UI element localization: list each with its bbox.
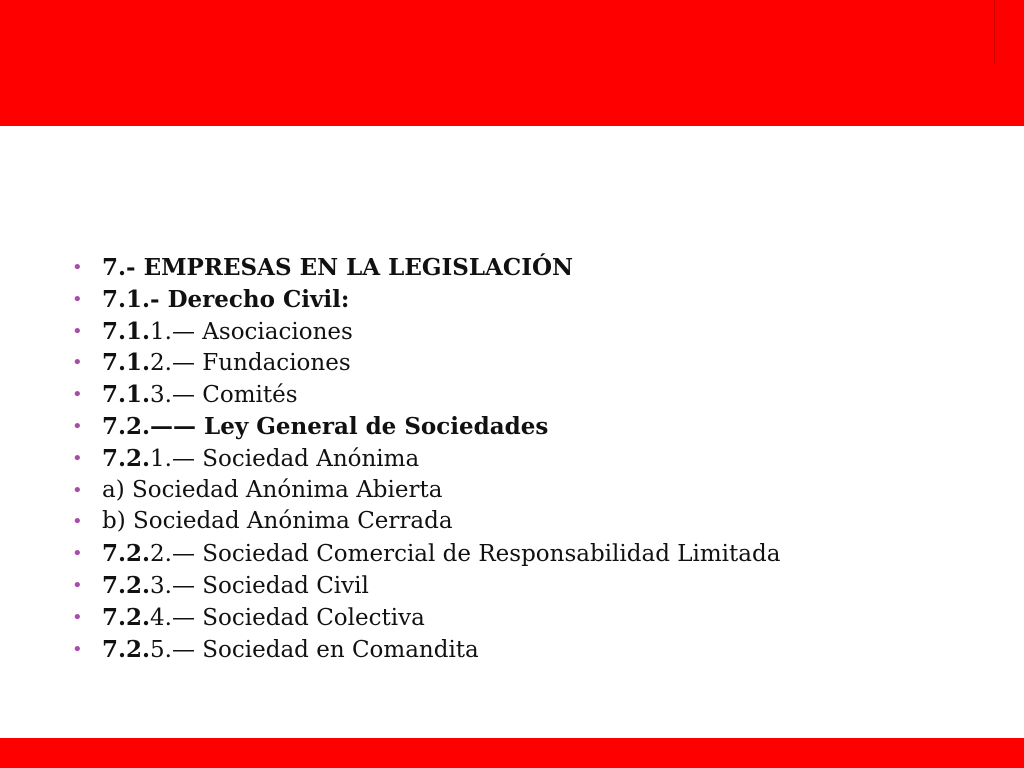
item-number: 7.1.: [102, 381, 151, 409]
bullet-icon: •: [72, 447, 83, 469]
item-text: a) Sociedad Anónima Abierta: [102, 476, 443, 503]
list-item: [72, 475, 972, 507]
item-text: 1.— Asociaciones: [150, 318, 353, 345]
list-item: [72, 634, 972, 666]
item-text: 2.— Fundaciones: [150, 350, 351, 377]
item-number: 7.2.: [102, 571, 151, 599]
list-item: [72, 316, 972, 348]
bullet-icon: •: [72, 415, 83, 437]
bullet-icon: •: [72, 352, 83, 374]
bullet-icon: •: [72, 384, 83, 406]
list-item: [72, 347, 972, 379]
item-text: 2.— Sociedad Comercial de Responsabilidad Limitada: [150, 541, 781, 568]
list-item: [72, 252, 972, 284]
item-text: 5.— Sociedad en Comandita: [150, 636, 479, 663]
item-text: 4.— Sociedad Colectiva: [150, 604, 425, 631]
bullet-icon: •: [72, 511, 83, 533]
item-text: b) Sociedad Anónima Cerrada: [102, 508, 453, 535]
list-item: [72, 443, 972, 475]
bullet-icon: •: [72, 638, 83, 660]
bullet-icon: •: [72, 543, 83, 565]
bullet-icon: •: [72, 479, 83, 501]
list-item: [72, 538, 972, 570]
item-number: 7.1.: [102, 349, 151, 377]
item-text: 1.— Sociedad Anónima: [150, 445, 420, 472]
list-item: [72, 506, 972, 538]
item-number: 7.2.: [102, 540, 151, 568]
bullet-icon: •: [72, 574, 83, 596]
item-text: 7.1.- Derecho Civil:: [102, 285, 350, 313]
banner-divider-line: [994, 0, 995, 64]
list-item: [72, 379, 972, 411]
bullet-icon: •: [72, 288, 83, 310]
list-item: [72, 411, 972, 443]
item-number: 7.2.: [102, 635, 151, 663]
list-item: [72, 570, 972, 602]
outline-list: [72, 252, 972, 665]
list-item: [72, 602, 972, 634]
list-item: [72, 284, 972, 316]
item-text: 7.- EMPRESAS EN LA LEGISLACIÓN: [102, 254, 574, 281]
item-text: 3.— Comités: [150, 382, 298, 409]
bottom-red-banner: [0, 738, 1024, 768]
item-text: 3.— Sociedad Civil: [150, 572, 369, 599]
item-number: 7.2.: [102, 603, 151, 631]
item-text: 7.2.—— Ley General de Sociedades: [102, 412, 549, 440]
bullet-icon: •: [72, 257, 83, 278]
top-red-banner: [0, 0, 1024, 126]
slide-content: [72, 252, 972, 665]
item-number: 7.1.: [102, 317, 151, 345]
bullet-icon: •: [72, 320, 83, 342]
item-number: 7.2.: [102, 444, 151, 472]
bullet-icon: •: [72, 606, 83, 628]
